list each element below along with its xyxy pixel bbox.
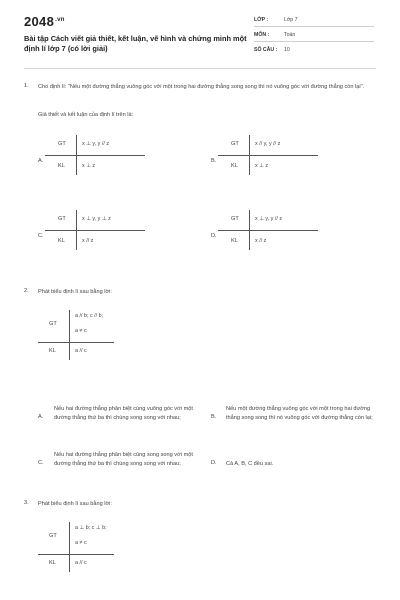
kl-label: KL [231, 163, 238, 169]
question-text: Phát biểu định lí sau bằng lời: [38, 501, 112, 507]
worksheet-title: Bài tập Cách viết giả thiết, kết luận, vẽ hình và chứng minh một định lí lớp 7 (có lời giải) [24, 34, 247, 53]
conclusion: a // c [75, 348, 87, 354]
gt-label: GT [58, 141, 66, 147]
meta-count-label: SỐ CÂU : [254, 47, 278, 53]
meta-subject-label: MÔN : [254, 32, 270, 38]
header-divider [24, 68, 376, 69]
hypothesis: x ⊥ y, y ⊥ z [82, 216, 111, 222]
kl-label: KL [231, 238, 238, 244]
hypothesis-line-1: a ⊥ b; c ⊥ b; [75, 525, 107, 531]
meta-divider [254, 41, 374, 42]
gt-label: GT [231, 216, 239, 222]
table-divider [69, 310, 70, 360]
hypothesis-line-2: a ≠ c [75, 540, 87, 546]
gt-kl-table [218, 210, 318, 250]
site-logo[interactable] [24, 14, 65, 29]
question-subtext: Giả thiết và kết luận của định lí trên là: [38, 112, 134, 118]
hypothesis: x // y, y // z [255, 141, 281, 147]
meta-class-label: LỚP : [254, 17, 269, 23]
table-divider [218, 155, 318, 156]
question-number: 1. [24, 83, 29, 89]
option-letter[interactable]: D. [211, 460, 217, 466]
logo-text: 2048 [24, 14, 55, 29]
gt-kl-table [45, 210, 145, 250]
gt-label: GT [58, 216, 66, 222]
option-letter[interactable]: B. [211, 414, 217, 420]
hypothesis-line-1: a // b; c // b; [75, 313, 104, 319]
question-number: 3. [24, 500, 29, 506]
meta-count-value: 10 [284, 47, 290, 53]
option-text[interactable]: Nếu hai đường thẳng phân biệt cùng vuông góc với một đường thẳng thứ ba thì chúng song song với nhau; [54, 406, 193, 421]
meta-class-value: Lớp 7 [284, 17, 298, 23]
table-divider [38, 554, 114, 555]
logo-suffix: .vn [55, 16, 65, 23]
question-text: Cho định lí: "Nếu một đường thẳng vuông góc với một trong hai đường thẳng song song thì nó vuông góc với đường thẳng còn lại". [38, 84, 365, 90]
gt-kl-table [45, 135, 145, 175]
gt-label: GT [49, 533, 57, 539]
conclusion: x // z [255, 238, 267, 244]
option-text[interactable]: Cả A, B, C đều sai. [226, 461, 274, 467]
kl-label: KL [58, 163, 65, 169]
option-text[interactable]: Nếu một đường thẳng vuông góc với một trong hai đường thẳng song song thì nó vuông góc với đường thẳng còn lại; [226, 406, 373, 421]
kl-label: KL [49, 348, 56, 354]
conclusion: x ⊥ z [255, 163, 269, 169]
kl-label: KL [49, 560, 56, 566]
option-letter[interactable]: A. [38, 158, 44, 164]
table-divider [45, 230, 145, 231]
gt-kl-table [38, 522, 114, 572]
option-text[interactable]: Nếu hai đường thẳng phân biệt cùng song song với một đường thẳng thứ ba thì chúng song song với nhau; [54, 452, 193, 467]
conclusion: a // c [75, 560, 87, 566]
meta-divider [254, 26, 374, 27]
table-divider [218, 230, 318, 231]
gt-label: GT [49, 321, 57, 327]
option-letter[interactable]: C. [38, 233, 44, 239]
option-letter[interactable]: C. [38, 460, 44, 466]
table-divider [38, 342, 114, 343]
gt-kl-table [38, 310, 114, 360]
gt-kl-table [218, 135, 318, 175]
option-letter[interactable]: D. [211, 233, 217, 239]
kl-label: KL [58, 238, 65, 244]
hypothesis: x ⊥ y, y // z [82, 141, 110, 147]
option-letter[interactable]: A. [38, 414, 44, 420]
table-divider [45, 155, 145, 156]
hypothesis-line-2: a ≠ c [75, 328, 87, 334]
conclusion: x ⊥ z [82, 163, 96, 169]
question-text: Phát biểu định lí sau bằng lời: [38, 289, 112, 295]
conclusion: x // z [82, 238, 94, 244]
gt-label: GT [231, 141, 239, 147]
hypothesis: x ⊥ y, y // z [255, 216, 283, 222]
table-divider [69, 522, 70, 572]
question-number: 2. [24, 288, 29, 294]
option-letter[interactable]: B. [211, 158, 217, 164]
meta-subject-value: Toán [284, 32, 296, 38]
